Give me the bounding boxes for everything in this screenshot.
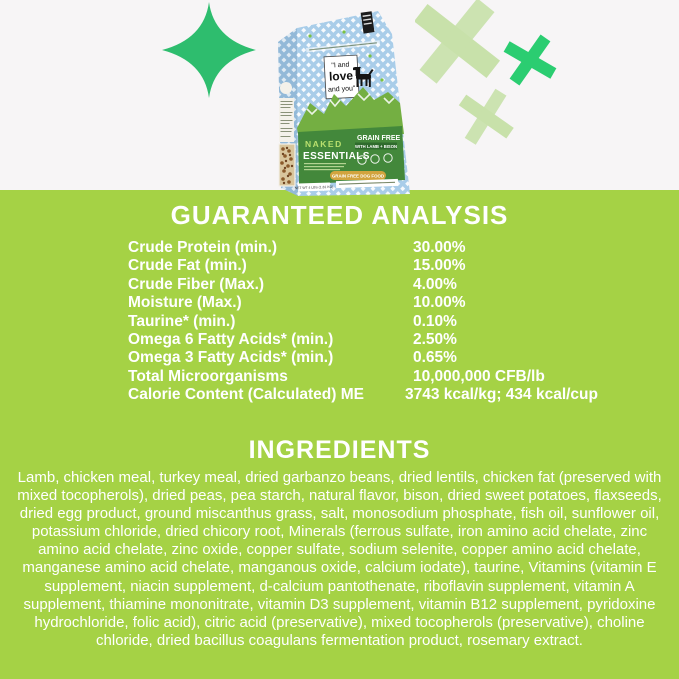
flavor-line2: WITH LAMB + BISON bbox=[355, 143, 397, 149]
row-value: 0.10% bbox=[413, 312, 457, 330]
brand-line1: NAKED bbox=[305, 139, 343, 149]
row-value: 3743 kcal/kg; 434 kcal/cup bbox=[404, 386, 598, 404]
kibble-window bbox=[279, 144, 295, 186]
row-label: Crude Fiber (Max.) bbox=[128, 275, 265, 293]
row-label: Total Microorganisms bbox=[128, 367, 288, 385]
table-row bbox=[128, 313, 598, 331]
row-value: 0.65% bbox=[413, 349, 457, 367]
net-weight: NET WT 4 LBS (1.81 KG) bbox=[294, 184, 334, 191]
brand-logo bbox=[324, 55, 359, 99]
sparkle-icon bbox=[162, 2, 256, 98]
row-value: 2.50% bbox=[413, 330, 457, 348]
logo-line1: "I and bbox=[331, 61, 350, 70]
row-label: Omega 6 Fatty Acids* (min.) bbox=[128, 330, 334, 348]
table-row bbox=[128, 331, 598, 349]
logo-line2: love bbox=[328, 68, 354, 84]
table-row bbox=[128, 386, 598, 404]
bag-info-panel bbox=[298, 126, 405, 184]
x-bright-icon bbox=[504, 34, 557, 85]
row-label: Calorie Content (Calculated) ME bbox=[128, 386, 364, 404]
x-marks-decoration bbox=[415, 0, 575, 150]
row-label: Taurine* (min.) bbox=[128, 312, 236, 330]
table-row bbox=[128, 368, 598, 386]
row-label: Crude Protein (min.) bbox=[128, 239, 277, 256]
row-value: 30.00% bbox=[413, 239, 466, 256]
guaranteed-analysis-table bbox=[128, 239, 598, 405]
gusset-text-label bbox=[279, 98, 294, 142]
row-value: 4.00% bbox=[413, 275, 457, 293]
row-label: Omega 3 Fatty Acids* (min.) bbox=[128, 349, 334, 367]
ingredients-title: INGREDIENTS bbox=[248, 436, 431, 464]
x-small-icon bbox=[459, 89, 514, 145]
table-row bbox=[128, 257, 598, 275]
gusset-stamp bbox=[280, 82, 292, 94]
guaranteed-analysis-title: GUARANTEED ANALYSIS bbox=[170, 200, 509, 230]
ingredients-paragraph: Lamb, chicken meal, turkey meal, dried garbanzo beans, dried lentils, chicken fat (preserved with mixed tocopherols), dried peas, pea starch, natural flavor, bison, dried sweet potatoes, flaxseeds, dried egg product, ground miscanthus grass, salt, monosodium phosphate, fish oil, sunflower oil, potassium chloride, dried chicory root, Minerals (ferrous sulfate, iron amino acid chelate, zinc amino acid chelate, zinc oxide, copper sulfate, sodium selenite, copper amino acid chelate, manganese amino acid chelate, manganous oxide, calcium iodate), taurine, Vitamins (vitamin E supplement, niacin supplement, d-calcium pantothenate, riboflavin supplement, vitamin A supplement, thiamine mononitrate, vitamin D3 supplement, vitamin B12 supplement, pyridoxine hydrochloride, folic acid), citric acid (preservative), mixed tocopherols (preservative), choline chloride, dried bacillus coagulans fermentation product, rosemary extract. bbox=[17, 469, 662, 649]
logo-line3: and you" bbox=[327, 85, 356, 94]
badge-label: GRAIN FREE DOG FOOD bbox=[331, 173, 385, 179]
table-row bbox=[128, 239, 598, 257]
row-label: Moisture (Max.) bbox=[128, 294, 242, 312]
row-value: 15.00% bbox=[413, 257, 466, 275]
dog-food-bag bbox=[274, 8, 414, 200]
table-row bbox=[128, 349, 598, 367]
row-value: 10.00% bbox=[413, 294, 466, 312]
flavor-line1: GRAIN FREE bbox=[357, 135, 401, 142]
row-value: 10,000,000 CFB/lb bbox=[413, 367, 545, 385]
table-row bbox=[128, 276, 598, 294]
x-large-icon bbox=[415, 0, 500, 84]
row-label: Crude Fat (min.) bbox=[128, 257, 247, 275]
grain-free-badge bbox=[330, 171, 386, 180]
table-row bbox=[128, 294, 598, 312]
brand-line2: ESSENTIALS bbox=[303, 151, 370, 162]
